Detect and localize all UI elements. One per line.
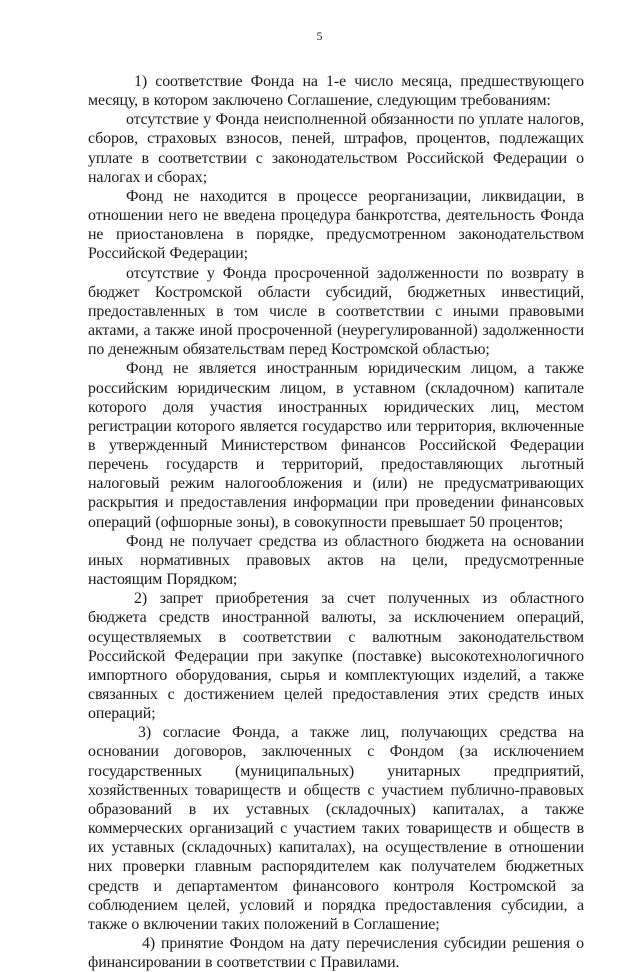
paragraph-condition-1: 1) соответствие Фонда на 1-е число месяца, предшествующего месяцу, в котором заключено Соглашение, следующим требованиям:	[88, 73, 584, 110]
paragraph-no-other-funding: Фонд не получает средства из областного бюджета на основании иных нормативных правовых актов на цели, предусмотренные настоящим Порядком;	[88, 532, 584, 589]
paragraph-condition-4: 4) принятие Фондом на дату перечисления субсидии решения о финансировании в соответствии с Правилами.	[88, 935, 584, 972]
paragraph-no-tax-debt: отсутствие у Фонда неисполненной обязанности по уплате налогов, сборов, страховых взносов, пеней, штрафов, процентов, подлежащих уплате в соответствии с законодательством Российской Федерации о налогах и сборах;	[88, 111, 584, 186]
paragraph-no-reorganization: Фонд не находится в процессе реорганизации, ликвидации, в отношении него не введена процедура банкротства, деятельность Фонда не приостановлена в порядке, предусмотренном законодательством Российской Федерации;	[88, 187, 584, 263]
page-number: 5	[316, 29, 323, 43]
paragraph-no-overdue-debt: отсутствие у Фонда просроченной задолженности по возврату в бюджет Костромской области субсидий, бюджетных инвестиций, предоставленных в том числе в соответствии с иными правовыми актами, а также иной просроченной (неурегулированной) задолженности по денежным обязательствам перед Костромской областью;	[88, 264, 584, 359]
paragraph-condition-2: 2) запрет приобретения за счет полученных из областного бюджета средств иностранной валюты, за исключением операций, осуществляемых в соответствии с валютным законодательством Российской Федерации при закупке (поставке) высокотехнологичного импортного оборудования, сырья и комплектующих изделий, а также связанных с достижением целей предоставления этих средств иных операций;	[88, 590, 584, 723]
document-body	[88, 72, 584, 972]
paragraph-not-foreign-entity: Фонд не является иностранным юридическим лицом, а также российским юридическим лицом, в уставном (складочном) капитале которого доля участия иностранных юридических лиц, местом регистрации которого является государство или территория, включенные в утвержденный Министерством финансов Российской Федерации перечень государств и территорий, предоставляющих льготный налоговый режим налогообложения и (или) не предусматривающих раскрытия и предоставления информации при проведении финансовых операций (офшорные зоны), в совокупности превышает 50 процентов;	[88, 360, 584, 531]
paragraph-condition-3: 3) согласие Фонда, а также лиц, получающих средства на основании договоров, заключенных с Фондом (за исключением государственных (муниципальных) унитарных предприятий, хозяйственных товариществ и обществ с участием публично-правовых образований в их уставных (складочных) капиталах, а также коммерческих организаций с участием таких товариществ и обществ в их уставных (складочных) капиталах), на осуществление в отношении них проверки главным распорядителем как получателем бюджетных средств и департаментом финансового контроля Костромской за соблюдением целей, условий и порядка предоставления субсидии, а также о включении таких положений в Соглашение;	[88, 724, 584, 933]
